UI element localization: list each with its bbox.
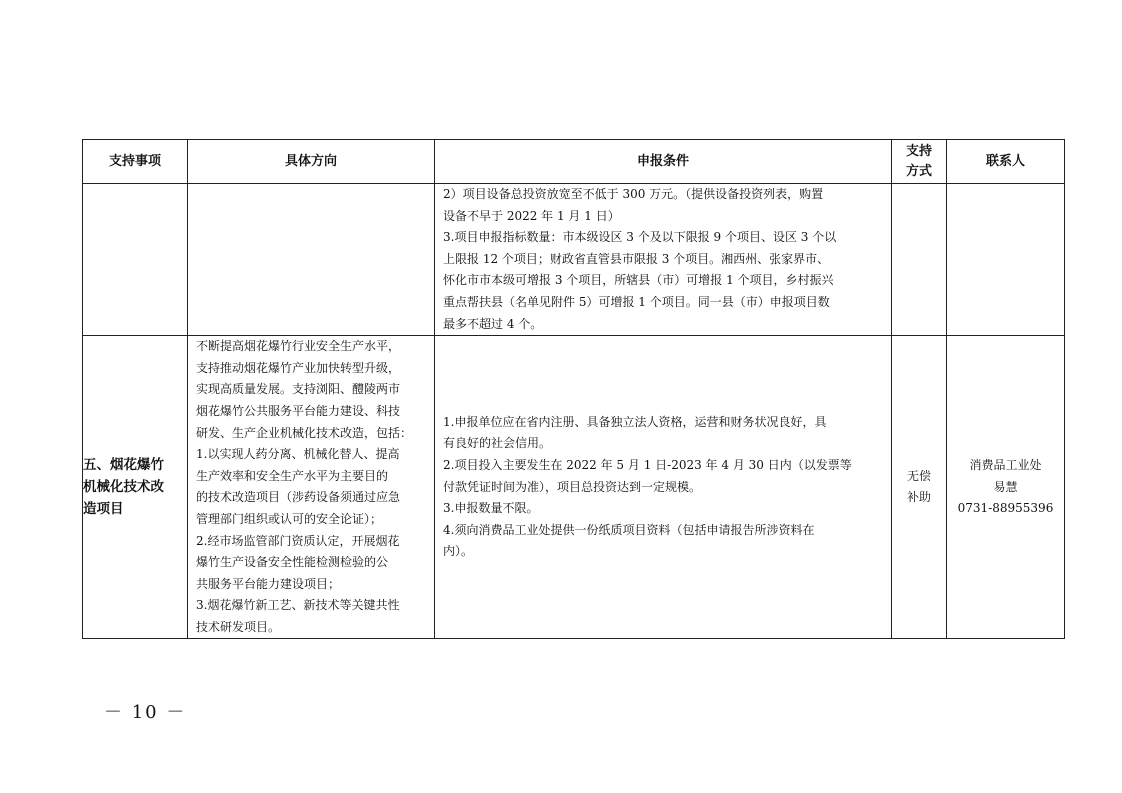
text-line: 生产效率和安全生产水平为主要目的	[196, 468, 389, 483]
contact-department: 消费品工业处	[969, 457, 1042, 472]
table-row-item-5	[83, 336, 1065, 639]
empty-cell	[188, 184, 435, 336]
header-support-method	[892, 140, 947, 184]
contact-cell	[947, 336, 1065, 639]
text-line: 3.申报数量不限。	[443, 501, 539, 516]
table-header-row	[83, 140, 1065, 184]
empty-cell	[892, 184, 947, 336]
text-line: 管理部门组织或认可的安全论证）；	[196, 511, 383, 526]
header-support-method-line: 方式	[905, 163, 932, 179]
text-line: 支持推动烟花爆竹产业加快转型升级，	[196, 360, 401, 375]
text-line: 上限报 12 个项目；财政省直管县市限报 3 个项目。湘西州、张家界市、	[443, 251, 830, 266]
text-line: 2.项目投入主要发生在 2022 年 5 月 1 日-2023 年 4 月 30 日内（以发票等	[443, 457, 852, 472]
text-line: 内）。	[443, 544, 474, 559]
text-line: 不断提高烟花爆竹行业安全生产水平，	[196, 339, 401, 354]
contact-phone: 0731-88955396	[957, 501, 1054, 516]
item-title-line: 机械化技术改	[83, 479, 164, 496]
conditions-cell	[435, 184, 892, 336]
text-line: 烟花爆竹公共服务平台能力建设、科技	[196, 403, 401, 418]
text-line: 技术研发项目。	[196, 619, 281, 634]
direction-cell	[188, 336, 435, 639]
empty-cell	[83, 184, 188, 336]
support-method-line: 补助	[906, 490, 931, 505]
item-title-line: 五、烟花爆竹	[83, 457, 164, 474]
header-support-method-line: 支持	[905, 143, 932, 159]
contact-person: 易慧	[993, 479, 1018, 494]
text-line: 爆竹生产设备安全性能检测检验的公	[196, 555, 389, 570]
text-line: 的技术改造项目（涉药设备须通过应急	[196, 490, 401, 505]
table-row-continued	[83, 184, 1065, 336]
text-line: 2.经市场监管部门资质认定，开展烟花	[196, 533, 400, 548]
item-title-cell	[83, 336, 188, 639]
text-line: 3.烟花爆竹新工艺、新技术等关键共性	[196, 598, 400, 613]
text-line: 研发、生产企业机械化技术改造，包括：	[196, 425, 413, 440]
text-line: 有良好的社会信用。	[443, 436, 552, 451]
page-number: － 10 －	[104, 702, 187, 723]
header-conditions: 申报条件	[435, 140, 892, 184]
header-contact: 联系人	[947, 140, 1065, 184]
item-title-line: 造项目	[83, 501, 124, 518]
text-line: 最多不超过 4 个。	[443, 316, 543, 331]
text-line: 付款凭证时间为准），项目总投资达到一定规模。	[443, 479, 702, 494]
support-method-line: 无偿	[906, 468, 931, 483]
text-line: 1.以实现人药分离、机械化替人、提高	[196, 447, 400, 462]
text-line: 2）项目设备总投资放宽至不低于 300 万元。（提供设备投资列表，购置	[443, 187, 824, 201]
support-method-cell	[892, 336, 947, 639]
text-line: 设备不早于 2022 年 1 月 1 日）	[443, 208, 620, 223]
text-line: 实现高质量发展。支持浏阳、醴陵两市	[196, 382, 401, 397]
text-line: 1.申报单位应在省内注册、具备独立法人资格，运营和财务状况良好，具	[443, 414, 827, 429]
conditions-cell	[435, 336, 892, 639]
text-line: 共服务平台能力建设项目；	[196, 576, 341, 591]
text-line: 怀化市市本级可增报 3 个项目，所辖县（市）可增报 1 个项目，乡村振兴	[443, 273, 834, 288]
header-item: 支持事项	[83, 140, 188, 184]
text-line: 4.须向消费品工业处提供一份纸质项目资料（包括申请报告所涉资料在	[443, 522, 815, 537]
text-line: 3.项目申报指标数量：市本级设区 3 个及以下限报 9 个项目、设区 3 个以	[443, 230, 837, 245]
header-direction: 具体方向	[188, 140, 435, 184]
empty-cell	[947, 184, 1065, 336]
funding-table	[82, 139, 1065, 639]
text-line: 重点帮扶县（名单见附件 5）可增报 1 个项目。同一县（市）申报项目数	[443, 294, 830, 309]
